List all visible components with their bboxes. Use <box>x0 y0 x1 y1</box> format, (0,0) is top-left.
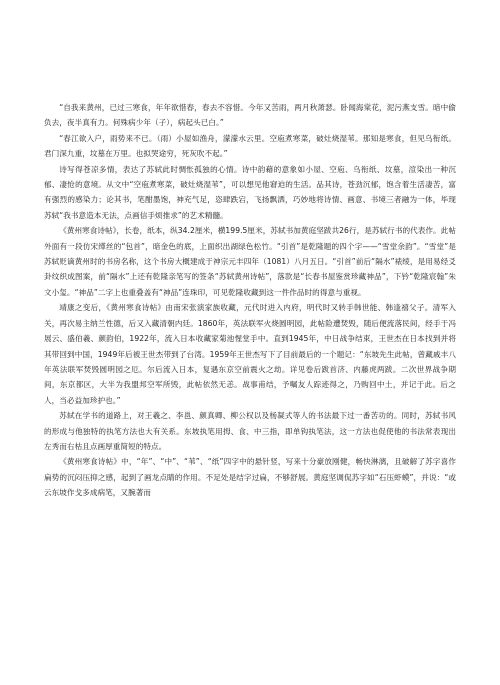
paragraph-poem-2: “春江欲入户，雨势来不已。（雨）小屋如渔舟，濛濛水云里。空庖煮寒菜，破灶烧湿苇。那知是寒食，但见乌衔纸。君门深九重，坟墓在万里。也拟哭途穷，死灰吹不起。” <box>44 133 456 159</box>
paragraph-scroll-description: 《黄州寒食诗帖》，长卷，纸本，纵34.2厘米，横199.5厘米，苏轼书加黄庭坚跋共26行，是苏轼行书的代表作。此帖外面有一段仿宋缂丝的“包首”，暗金色的底，上面织出湖绿色松竹。“引首”是乾隆题的四个字——“雪堂余韵”。“雪堂”是苏轼贬谪黄州时的书房名称，这个书房大概建成于神宗元丰四年（1081）八月五日。“引首”前后“隔水”裱绫，是用易经爻卦纹织成图案，前“隔水”上还有乾隆亲笔写的签条“苏轼黄州诗帖”，落款是“长春书屋鉴赏珍藏神品”，下钤“乾隆宸翰”朱文小玺。“神品”二字上也重叠盖有“神品”连珠印，可见乾隆收藏到这一件作品时的得意与重视。 <box>44 226 456 297</box>
paragraph-provenance: 靖康之变后，《黄州寒食诗帖》由南宋张演家族收藏，元代时进入内府，明代时又转手韩世能、韩逢禧父子。清军入关，再次易主纳兰性德，后又入藏清朝内廷。1860年，英法联军火烧圆明园，此帖险遭焚毁，随后便流落民间，经手于冯展云、盛伯羲、颜韵伯，1922年，流入日本收藏家菊池惺堂手中。直到1945年，中日战争结束，王世杰在日本找到并将其带回到中国，1949年后被王世杰带到了台湾。1959年王世杰写下了目前最后的一个题记：“东坡先生此帖，曾藏戚丰八年英法联军焚毁圆明园之厄。尔后流入日本，复遇东京空前震火之劫。详见卷后跋首济、内藤虎两跋。二次世界战争期间，东京都区，大半为我盟邦空军所毁，此帖依然无恙。战事甫结，予嘱友人踪迹得之，乃购回中土，并记于此。后之人，当必益加珍护也。” <box>44 303 456 405</box>
paragraph-analysis: 诗写得苍凉多情，表达了苏轼此时惆怅孤独的心情。诗中韵藉的意象如小屋、空庖、乌衔纸、坟墓，渲染出一种沉郁、凄怆的意境。从文中“空庖煮寒菜，破灶烧湿苇”，可以想见他窘迫的生活。品其诗，苍劲沉郁，饱含着生活凄苦，富有强烈的感染力；论其书，笔酣墨饱，神充气足，恣肆跌宕，飞扬飘洒，巧妙地将诗情、画意、书境三者融为一体，毕现苏轼“我书意造本无法，点画信手烦推求”的艺术精髓。 <box>44 164 456 220</box>
paragraph-brushwork: 《黄州寒食诗帖》中，“年”、“中”、“苇”、“纸”四字中的悬针竖，写来十分豪放刚健，畅快淋漓，且破解了苏字喜作扁势的沉闷压抑之感，起到了画龙点睛的作用。不足处是结字过扁，不够舒展。黄庭坚调侃苏字如“石压虾蟆”，并说：“或云东坡作戈多成病笔，又腕著而 <box>44 457 456 498</box>
paragraph-poem-1: “自我来黄州，已过三寒食，年年欲惜春，春去不容惜。今年又苦雨，两月秋萧瑟。卧闻海棠花，泥污燕支雪。暗中偷负去，夜半真有力。何殊病少年（子），病起头已白。” <box>44 103 456 128</box>
paragraph-calligraphy-study: 苏轼在学书的道路上，对王羲之、李邕、颜真卿、柳公权以及杨凝式等人的书法最下过一番苦功的。同时，苏轼书风的形成与他独特的执笔方法也大有关系。东坡执笔用拇、食、中三指，即单钩执笔法，这一方法也促使他的书法常表现出左秀而右枯且点画厚重简短的特点。 <box>44 411 456 451</box>
